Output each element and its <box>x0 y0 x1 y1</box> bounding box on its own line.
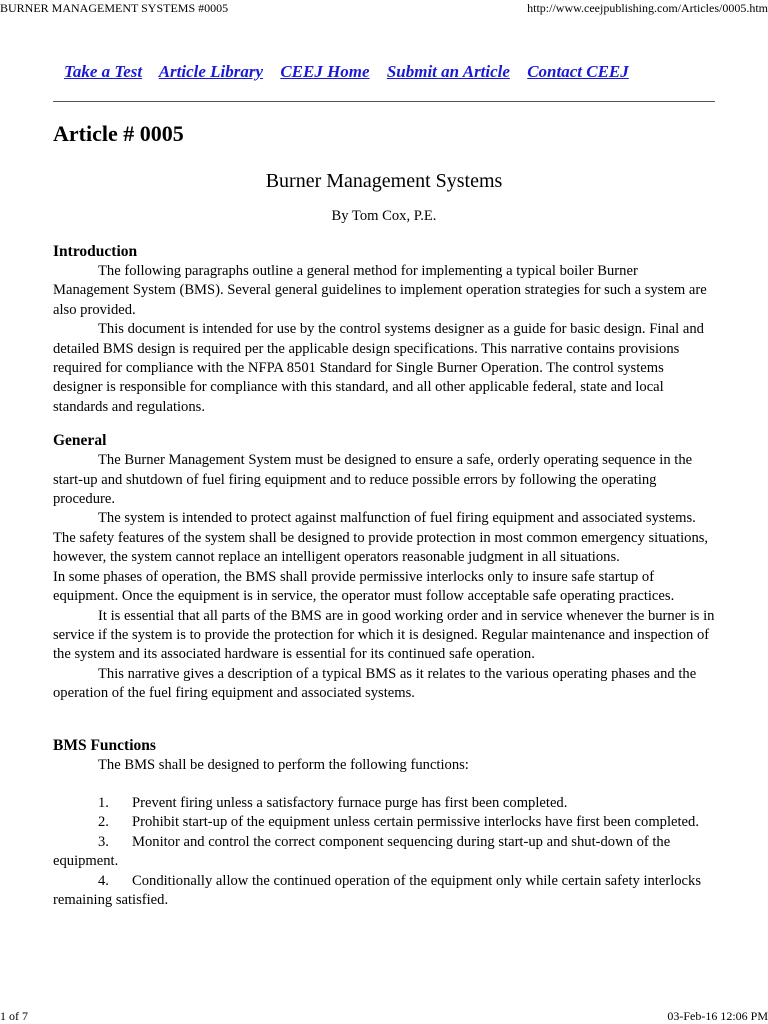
general-paragraph-2: The system is intended to protect against malfunction of fuel firing equipment and associated systems. The safety features of the system shall be designed to provide protection in most common emergency situations, however, the system cannot replace an intelligent operators reasonable judgment in all situations. <box>53 510 709 566</box>
article-number: Article # 0005 <box>53 121 184 146</box>
general-paragraph-4: It is essential that all parts of the BMS are in good working order and in service whenever the burner is in service if the system is to provide the protection for which it is designed. Regular maintenance and inspection of the system and its associated hardware is essential for its continued safe operation. <box>53 607 715 663</box>
print-timestamp: 03-Feb-16 12:06 PM <box>667 1009 768 1023</box>
list-item-number: 3. <box>98 833 109 850</box>
article-body <box>53 118 715 910</box>
list-item-text: Prevent firing unless a satisfactory furnace purge has first been completed. <box>132 794 568 811</box>
list-item-text: Conditionally allow the continued operation of the equipment only while certain safety interlocks remaining satisfied. <box>53 872 702 908</box>
list-item-number: 1. <box>98 794 109 811</box>
heading-general: General <box>53 432 107 450</box>
list-item <box>53 813 715 832</box>
nav-link-take-a-test[interactable]: Take a Test <box>64 62 143 81</box>
top-nav <box>64 62 642 82</box>
print-header-url: http://www.ceejpublishing.com/Articles/0005.htm <box>527 1 768 15</box>
general-paragraph-5: This narrative gives a description of a typical BMS as it relates to the various operating phases and the operation of the fuel firing equipment and associated systems. <box>53 665 697 702</box>
page-counter: 1 of 7 <box>0 1009 28 1023</box>
nav-link-article-library[interactable]: Article Library <box>158 62 264 81</box>
nav-link-contact-ceej[interactable]: Contact CEEJ <box>527 62 629 81</box>
heading-bms-functions: BMS Functions <box>53 736 156 754</box>
intro-paragraph-2: This document is intended for use by the control systems designer as a guide for basic design. Final and detailed BMS design is required per the applicable design specifications. This narrative contains provisions required for compliance with the NFPA 8501 Standard for Single Burner Operation. The control systems designer is responsible for compliance with this standard, and all other applicable federal, state and local standards and regulations. <box>53 321 704 415</box>
list-item <box>53 872 715 911</box>
general-paragraph-3: In some phases of operation, the BMS shall provide permissive interlocks only to insure safe startup of equipment. Once the equipment is in service, the operator must follow acceptable safe operating practices. <box>53 568 675 605</box>
nav-link-ceej-home[interactable]: CEEJ Home <box>280 62 370 81</box>
list-item-text: Prohibit start-up of the equipment unless certain permissive interlocks have first been completed. <box>132 814 699 831</box>
print-header-title: BURNER MANAGEMENT SYSTEMS #0005 <box>0 1 229 15</box>
nav-divider <box>53 101 715 102</box>
list-item <box>53 794 715 813</box>
bms-intro: The BMS shall be designed to perform the following functions: <box>98 756 469 773</box>
nav-link-submit-article[interactable]: Submit an Article <box>386 62 510 81</box>
list-item-number: 4. <box>98 872 109 889</box>
general-paragraph-1: The Burner Management System must be designed to ensure a safe, orderly operating sequence in the start-up and shutdown of fuel firing equipment and to reduce possible errors by following the operating procedure. <box>53 452 693 508</box>
list-item-number: 2. <box>98 814 109 831</box>
list-item <box>53 833 715 872</box>
article-title: Burner Management Systems <box>265 170 503 192</box>
heading-introduction: Introduction <box>53 243 138 260</box>
list-item-text: Monitor and control the correct component sequencing during start-up and shut-down of the equipment. <box>53 833 671 870</box>
intro-paragraph-1: The following paragraphs outline a general method for implementing a typical boiler Burner Management System (BMS). Several general guidelines to implement operation strategies for such a system are also provided. <box>53 263 707 318</box>
article-byline: By Tom Cox, P.E. <box>331 208 437 224</box>
